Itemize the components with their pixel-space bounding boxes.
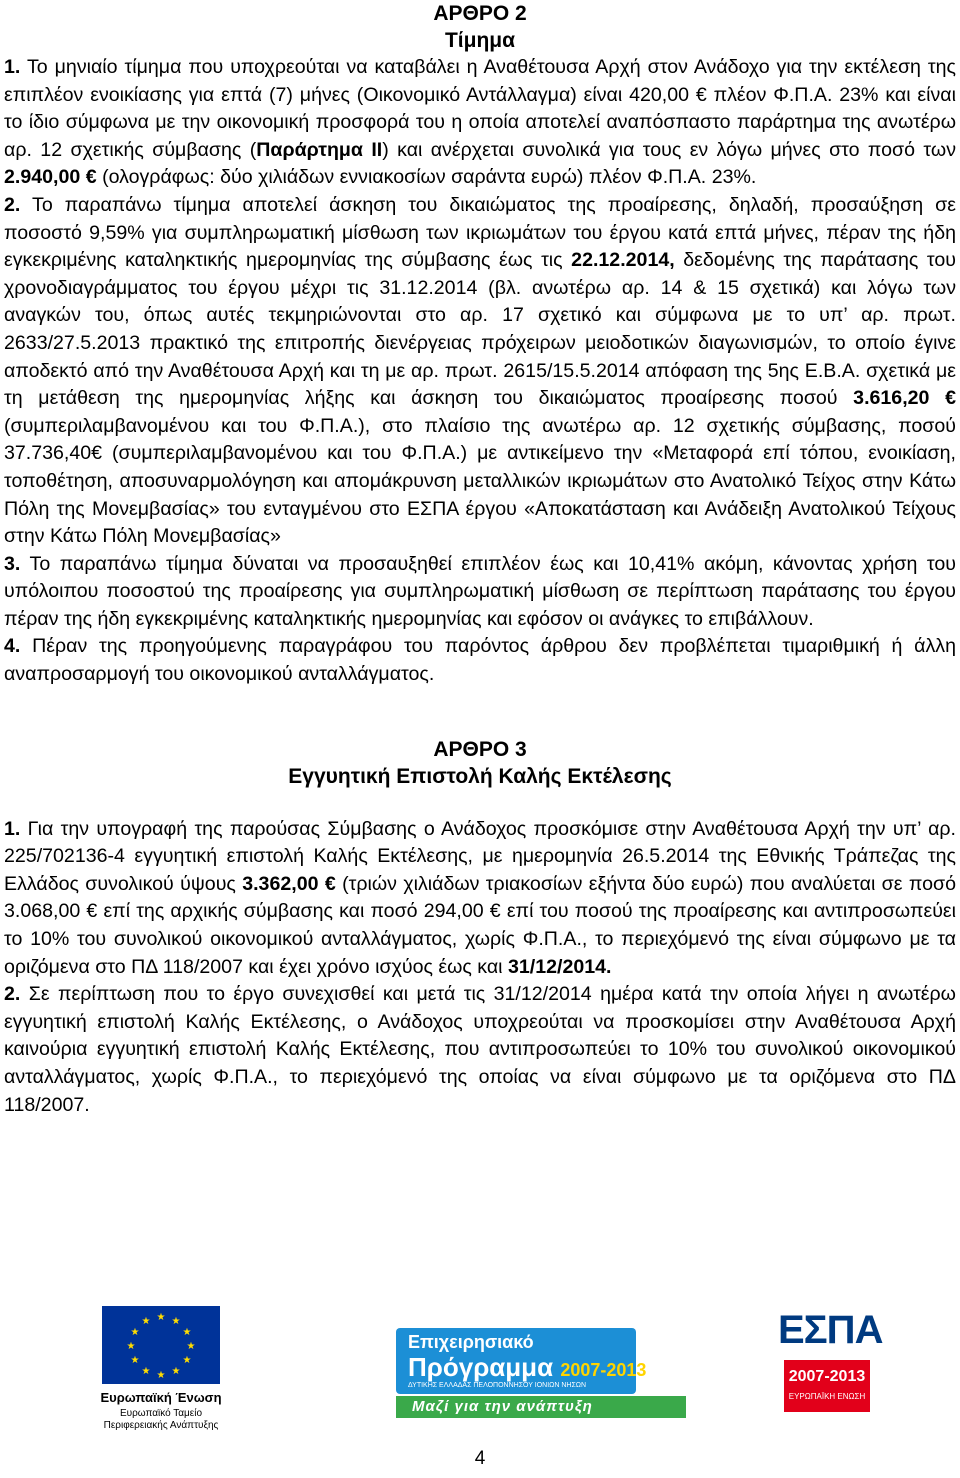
article-2-paragraph-2 bbox=[4, 192, 956, 551]
eu-logo bbox=[96, 1306, 226, 1432]
espa-logo bbox=[778, 1308, 883, 1418]
svg-text:★: ★ bbox=[186, 1341, 196, 1352]
paragraph-text: ) και ανέρχεται συνολικά για τους εν λόγω μήνες στο ποσό των bbox=[382, 138, 956, 161]
page-number: 4 bbox=[474, 1448, 486, 1469]
op-line2-wrap bbox=[408, 1352, 646, 1383]
paragraph-bold: Παράρτημα ΙΙ bbox=[256, 138, 383, 161]
op-years: 2007-2013 bbox=[560, 1360, 647, 1380]
paragraph-bold: 3.362,00 € bbox=[242, 872, 336, 895]
svg-text:★: ★ bbox=[130, 1355, 140, 1366]
paragraph-text: (ολογράφως: δύο χιλιάδων εννιακοσίων σαράντα ευρώ) πλέον Φ.Π.Α. 23%. bbox=[96, 166, 757, 189]
paragraph-number: 1. bbox=[4, 817, 21, 840]
eu-flag-icon bbox=[102, 1306, 220, 1384]
paragraph-text: Πέραν της προηγούμενης παραγράφου του παρόντος άρθρου δεν προβλέπεται τιμαριθμική ή άλλη αναπροσαρμογή του οικονομικού ανταλλάγματος. bbox=[4, 635, 956, 686]
espa-years: 2007-2013 bbox=[788, 1368, 866, 1385]
paragraph-bold: 31/12/2014. bbox=[507, 955, 612, 978]
article-3-paragraph-2 bbox=[4, 981, 956, 1119]
article-3-subheading: Εγγυητική Επιστολή Καλής Εκτέλεσης bbox=[288, 764, 672, 788]
op-region: ΔΥΤΙΚΗΣ ΕΛΛΑΔΑΣ ΠΕΛΟΠΟΝΝΗΣΟΥ ΙΟΝΙΩΝ ΝΗΣΩΝ bbox=[408, 1382, 587, 1389]
operational-programme-logo bbox=[396, 1328, 688, 1420]
paragraph-number: 2. bbox=[4, 193, 21, 216]
paragraph-number: 3. bbox=[4, 552, 21, 575]
eu-fund-line1: Ευρωπαϊκό Ταμείο bbox=[119, 1408, 203, 1419]
svg-text:★: ★ bbox=[182, 1355, 192, 1366]
eu-name: Ευρωπαϊκή Ένωση bbox=[100, 1390, 222, 1405]
paragraph-text: (τριών χιλιάδων τριακοσίων εξήντα δύο ευρώ) που αναλύεται σε ποσό 3.068,00 € επί της αρχικής σύμβασης και ποσό 294,00 € επί του ποσού της προαίρεσης και αντιπροσωπεύει το 10% του συνολικού οικονομικού ανταλλάγματος, χωρίς Φ.Π.Α., το περιεχόμενό της είναι σύμφωνο με τα οριζόμενα στο ΠΔ 118/2007 και έχει χρόνο ισχύος έως και bbox=[4, 872, 956, 978]
svg-text:★: ★ bbox=[171, 1316, 181, 1327]
article-2-paragraph-4 bbox=[4, 633, 956, 688]
paragraph-text: Το παραπάνω τίμημα αποτελεί άσκηση του δικαιώματος της προαίρεσης, δηλαδή, προσαύξηση σε ποσοστό 9,59% για συμπληρωματική μίσθωση των ικριωμάτων του έργου κατά επτά μήνες, πέραν της ήδη εγκεκριμένης καταληκτικής ημερομηνίας της σύμβασης έως τις bbox=[4, 193, 956, 272]
paragraph-text: Το μηνιαίο τίμημα που υποχρεούται να καταβάλει η Αναθέτουσα Αρχή στον Ανάδοχο για την εκτέλεση της επιπλέον ενοικίασης για επτά (7) μήνες (Οικονομικό Αντάλλαγμα) είναι 420,00 € πλέον Φ.Π.Α. 23% και είναι το ίδιο σύμφωνα με την οικονομική προσφορά του η οποία αποτελεί αναπόσπαστο παράρτημα της ανωτέρω αρ. 12 σχετικής σύμβασης ( bbox=[4, 56, 956, 161]
paragraph-text: Σε περίπτωση που το έργο συνεχισθεί και μετά τις 31/12/2014 ημέρα κατά την οποία λήγει η ανωτέρω εγγυητική επιστολή Καλής Εκτέλεσης, ο Ανάδοχος υποχρεούται να προσκομίσει στην Αναθέτουσα Αρχή καινούρια εγγυητική επιστολή Καλής Εκτέλεσης, που αντιπροσωπεύει το 10% του συνολικού οικονομικού ανταλλάγματος, χωρίς Φ.Π.Α., το περιεχόμενό της οποίας να είναι σύμφωνο με τα οριζόμενα στο ΠΔ 118/2007. bbox=[4, 983, 956, 1116]
svg-text:★: ★ bbox=[141, 1366, 151, 1377]
paragraph-bold: 22.12.2014, bbox=[571, 249, 675, 272]
svg-text:★: ★ bbox=[130, 1327, 140, 1338]
article-2-paragraph-1 bbox=[4, 54, 956, 192]
eu-fund bbox=[96, 1408, 226, 1432]
paragraph-number: 2. bbox=[4, 983, 21, 1006]
svg-text:★: ★ bbox=[182, 1327, 192, 1338]
paragraph-bold: 2.940,00 € bbox=[4, 166, 97, 189]
op-slogan: Μαζί για την ανάπτυξη bbox=[412, 1398, 593, 1415]
paragraph-text: Το παραπάνω τίμημα δύναται να προσαυξηθεί επιπλέον έως και 10,41% ακόμη, κάνοντας χρήση του υπόλοιπου ποσοστού της προαίρεσης για συμπληρωματική μίσθωση σε περίπτωση παράτασης του έργου πέραν της ήδη εγκεκριμένης καταληκτικής ημερομηνίας και εφόσον οι ανάγκες το επιβάλλουν. bbox=[4, 552, 956, 630]
paragraph-number: 1. bbox=[4, 56, 21, 78]
article-3-heading: ΑΡΘΡΟ 3 bbox=[433, 737, 527, 761]
paragraph-number: 4. bbox=[4, 635, 21, 658]
paragraph-text: δεδομένης της παράτασης του χρονοδιαγράμματος του έργου μέχρι τις 31.12.2014 (βλ. ανωτέρω αρ. 14 & 15 σχετικά) και λόγω των αναγκών του, όπως αυτές τεκμηριώνονται στο αρ. 17 σχετικό και σύμφωνα με το υπ’ αρ. πρωτ. 2633/27.5.2013 πρακτικό της επιτροπής διενέργειας πρόχειρων μειοδοτικών διαγωνισμών, το οποίο έγινε αποδεκτό από την Αναθέτουσα Αρχή και τη με αρ. πρωτ. 2615/15.5.2014 απόφαση της 5ης Ε.Β.Α. σχετικά με τη μετάθεση της ημερομηνίας λήξης και άσκηση του δικαιώματος προαίρεσης ποσού bbox=[4, 249, 956, 410]
svg-text:★: ★ bbox=[141, 1316, 151, 1327]
paragraph-text: (συμπεριλαμβανομένου και του Φ.Π.Α.), στο πλαίσιο της ανωτέρω αρ. 12 σχετικής σύμβασης, ποσού 37.736,40€ (συμπεριλαμβανομένου και του Φ.Π.Α.) με αντικείμενο την «Μεταφορά επί τόπου, ενοικίαση, τοποθέτηση, αποσυναρμολόγηση και απομάκρυνση μεταλλικών ικριωμάτων στο Ανατολικό Τείχος στην Κάτω Πόλη της Μονεμβασίας» του ενταγμένου στο ΕΣΠΑ έργου «Αποκατάσταση και Ανάδειξη Ανατολικού Τείχους στην Κάτω Πόλη Μονεμβασίας» bbox=[4, 414, 956, 548]
document-page bbox=[4, 0, 956, 1119]
op-line1: Επιχειρησιακό bbox=[408, 1332, 534, 1352]
paragraph-bold: 3.616,20 € bbox=[853, 387, 956, 410]
svg-text:★: ★ bbox=[171, 1366, 181, 1377]
article-2-subheading: Τίμημα bbox=[444, 29, 516, 52]
article-2-heading: ΑΡΘΡΟ 2 bbox=[433, 2, 527, 25]
svg-text:★: ★ bbox=[156, 1312, 166, 1323]
footer-logos bbox=[0, 1292, 960, 1442]
article-3-paragraph-1 bbox=[4, 816, 956, 982]
espa-name: ΕΣΠΑ bbox=[778, 1308, 883, 1352]
article-2-paragraph-3 bbox=[4, 551, 956, 634]
paragraph-text: Για την υπογραφή της παρούσας Σύμβασης ο Ανάδοχος προσκόμισε στην Αναθέτουσα Αρχή την υπ’ αρ. 225/702136-4 εγγυητική επιστολή Καλής Εκτέλεσης, με ημερομηνία 26.5.2014 της Εθνικής Τράπεζας της Ελλάδος συνολικού ύψους bbox=[4, 817, 956, 895]
espa-sub: ΕΥΡΩΠΑΪΚΗ ΕΝΩΣΗ bbox=[788, 1392, 866, 1401]
eu-fund-line2: Περιφερειακής Ανάπτυξης bbox=[103, 1420, 219, 1431]
svg-text:★: ★ bbox=[126, 1341, 136, 1352]
op-line2: Πρόγραμμα bbox=[408, 1352, 554, 1382]
svg-text:★: ★ bbox=[156, 1370, 166, 1381]
